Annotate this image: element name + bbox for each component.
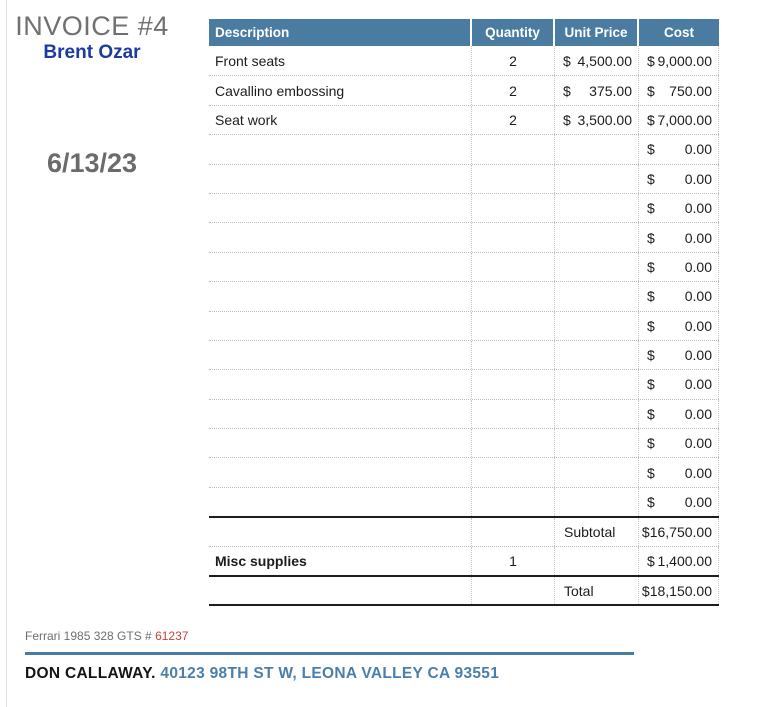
description-cell xyxy=(209,312,471,340)
description-cell xyxy=(209,429,471,457)
cost-cell-money xyxy=(639,406,718,422)
description-cell xyxy=(209,341,471,369)
table-row xyxy=(209,193,719,222)
cost-cell-money xyxy=(639,494,718,510)
subtotal-row xyxy=(209,516,719,545)
amount: 0.00 xyxy=(684,376,712,393)
dollar-sign: $ xyxy=(647,200,655,217)
vehicle-number: 61237 xyxy=(155,629,189,643)
cost-cell-money xyxy=(639,259,718,275)
table-row xyxy=(209,75,719,104)
dollar-sign: $ xyxy=(647,464,655,481)
total-row xyxy=(209,575,719,604)
page-edge-line xyxy=(6,0,7,707)
description-cell xyxy=(209,518,471,545)
amount: 0.00 xyxy=(684,405,712,422)
quantity-cell: 2 xyxy=(471,106,554,134)
quantity-cell xyxy=(471,223,554,251)
quantity-cell xyxy=(471,488,554,516)
quantity-cell xyxy=(471,577,554,604)
misc-supplies-row xyxy=(209,546,719,575)
cost-cell-money xyxy=(639,171,718,187)
amount: 9,000.00 xyxy=(657,52,712,69)
amount: 0.00 xyxy=(684,200,712,217)
owner-name: DON CALLAWAY. xyxy=(25,665,156,682)
cost-cell-money xyxy=(639,200,718,216)
amount: 750.00 xyxy=(669,82,712,99)
invoice-date: 6/13/23 xyxy=(46,148,138,178)
description-cell xyxy=(209,135,471,163)
column-header-cost: Cost xyxy=(639,19,719,46)
dollar-sign: $ xyxy=(647,82,655,99)
unit-price-cell xyxy=(554,458,638,486)
invoice-title: INVOICE #4 xyxy=(15,11,169,41)
description-cell: Seat work xyxy=(215,111,278,128)
cost-cell-money xyxy=(639,53,718,69)
total-row-label: Total xyxy=(554,577,638,604)
table-row xyxy=(209,46,719,75)
cost-cell xyxy=(638,282,719,310)
cost-cell xyxy=(638,370,719,398)
amount: 1,400.00 xyxy=(657,552,712,569)
description-cell xyxy=(209,253,471,281)
amount: 0.00 xyxy=(684,347,712,364)
table-body xyxy=(209,46,719,606)
dollar-sign: $ xyxy=(647,317,655,334)
dollar-sign: $ xyxy=(647,111,655,128)
dollar-sign: $ xyxy=(647,52,655,69)
table-row xyxy=(209,340,719,369)
description-cell: Misc supplies xyxy=(215,552,307,569)
table-row xyxy=(209,457,719,486)
dollar-sign: $ xyxy=(563,52,571,69)
unit-price-cell xyxy=(554,106,638,134)
table-row xyxy=(209,281,719,310)
cost-cell-money xyxy=(639,141,718,157)
unit-price-cell xyxy=(554,429,638,457)
dollar-sign: $ xyxy=(647,435,655,452)
description-cell xyxy=(209,194,471,222)
quantity-cell xyxy=(471,400,554,428)
unit-price-cell xyxy=(554,194,638,222)
description-cell xyxy=(209,370,471,398)
cost-cell-money xyxy=(639,318,718,334)
description-cell xyxy=(209,577,471,604)
table-row xyxy=(209,164,719,193)
description-cell xyxy=(209,282,471,310)
table-row xyxy=(209,399,719,428)
cost-cell-money xyxy=(639,288,718,304)
cost-cell xyxy=(638,253,719,281)
unit-price-cell xyxy=(554,547,638,575)
amount: 0.00 xyxy=(684,170,712,187)
quantity-cell xyxy=(471,282,554,310)
cost-cell-money xyxy=(639,435,718,451)
quantity-cell xyxy=(471,165,554,193)
unit-price-cell xyxy=(554,400,638,428)
table-row xyxy=(209,428,719,457)
unit-price-cell xyxy=(554,76,638,104)
dollar-sign: $ xyxy=(647,170,655,187)
total-row-value: $18,150.00 xyxy=(638,577,719,604)
column-header-description: Description xyxy=(209,19,470,46)
unit-price-cell xyxy=(554,46,638,75)
unit-price-cell-money xyxy=(555,83,638,99)
cost-cell xyxy=(638,135,719,163)
amount: 0.00 xyxy=(684,141,712,158)
table-row xyxy=(209,134,719,163)
description-cell xyxy=(209,400,471,428)
dollar-sign: $ xyxy=(647,258,655,275)
unit-price-cell xyxy=(554,312,638,340)
dollar-sign: $ xyxy=(647,229,655,246)
dollar-sign: $ xyxy=(563,111,571,128)
vehicle-text: Ferrari 1985 328 GTS # xyxy=(25,629,156,643)
amount: 0.00 xyxy=(684,494,712,511)
column-header-unit-price: Unit Price xyxy=(555,19,637,46)
unit-price-cell xyxy=(554,223,638,251)
unit-price-cell xyxy=(554,135,638,163)
description-cell: Cavallino embossing xyxy=(215,82,345,99)
cost-cell-money xyxy=(639,83,718,99)
amount: 0.00 xyxy=(684,229,712,246)
cost-cell-money xyxy=(639,347,718,363)
dollar-sign: $ xyxy=(647,552,655,569)
table-row xyxy=(209,222,719,251)
quantity-cell xyxy=(471,518,554,545)
subtotal-row-label: Subtotal xyxy=(554,518,638,545)
cost-cell xyxy=(638,312,719,340)
quantity-cell xyxy=(471,194,554,222)
table-row xyxy=(209,105,719,134)
dollar-sign: $ xyxy=(647,141,655,158)
dollar-sign: $ xyxy=(647,405,655,422)
dollar-sign: $ xyxy=(563,82,571,99)
amount: 0.00 xyxy=(684,317,712,334)
unit-price-cell xyxy=(554,165,638,193)
description-cell xyxy=(209,488,471,516)
owner-line xyxy=(25,665,499,683)
amount: 0.00 xyxy=(684,258,712,275)
column-header-quantity: Quantity xyxy=(472,19,553,46)
dollar-sign: $ xyxy=(647,494,655,511)
cost-cell xyxy=(638,194,719,222)
description-cell xyxy=(209,165,471,193)
quantity-cell xyxy=(471,458,554,486)
cost-cell xyxy=(638,400,719,428)
amount: 4,500.00 xyxy=(577,52,632,69)
description-cell xyxy=(209,223,471,251)
cost-cell-money xyxy=(639,230,718,246)
dollar-sign: $ xyxy=(647,376,655,393)
cost-cell xyxy=(638,458,719,486)
table-row xyxy=(209,369,719,398)
quantity-cell xyxy=(471,312,554,340)
quantity-cell: 1 xyxy=(471,547,554,575)
quantity-cell xyxy=(471,370,554,398)
unit-price-cell xyxy=(554,370,638,398)
table-row xyxy=(209,487,719,516)
cost-cell xyxy=(638,46,719,75)
unit-price-cell xyxy=(554,253,638,281)
quantity-cell xyxy=(471,429,554,457)
dollar-sign: $ xyxy=(647,347,655,364)
description-cell: Front seats xyxy=(215,52,286,69)
cost-cell-money xyxy=(639,553,718,569)
amount: 375.00 xyxy=(589,82,632,99)
amount: 0.00 xyxy=(684,435,712,452)
table-row xyxy=(209,311,719,340)
customer-name: Brent Ozar xyxy=(43,42,141,63)
unit-price-cell xyxy=(554,488,638,516)
unit-price-cell xyxy=(554,341,638,369)
unit-price-cell xyxy=(554,282,638,310)
cost-cell xyxy=(638,106,719,134)
invoice-table xyxy=(209,19,719,606)
cost-cell xyxy=(638,488,719,516)
cost-cell xyxy=(638,223,719,251)
amount: 3,500.00 xyxy=(577,111,632,128)
divider-rule xyxy=(25,652,634,655)
cost-cell xyxy=(638,547,719,575)
unit-price-cell-money xyxy=(555,112,638,128)
owner-address: 40123 98TH ST W, LEONA VALLEY CA 93551 xyxy=(160,665,500,682)
quantity-cell: 2 xyxy=(471,76,554,104)
quantity-cell xyxy=(471,253,554,281)
cost-cell-money xyxy=(639,376,718,392)
unit-price-cell-money xyxy=(555,53,638,69)
cost-cell xyxy=(638,76,719,104)
description-cell xyxy=(209,458,471,486)
amount: 0.00 xyxy=(684,288,712,305)
vehicle-info xyxy=(25,629,188,643)
amount: 0.00 xyxy=(684,464,712,481)
cost-cell xyxy=(638,429,719,457)
table-header-row xyxy=(209,19,719,46)
subtotal-row-value: $16,750.00 xyxy=(638,518,719,545)
amount: 7,000.00 xyxy=(657,111,712,128)
quantity-cell: 2 xyxy=(471,46,554,75)
quantity-cell xyxy=(471,135,554,163)
quantity-cell xyxy=(471,341,554,369)
cost-cell-money xyxy=(639,112,718,128)
cost-cell xyxy=(638,165,719,193)
cost-cell-money xyxy=(639,465,718,481)
cost-cell xyxy=(638,341,719,369)
dollar-sign: $ xyxy=(647,288,655,305)
table-row xyxy=(209,252,719,281)
